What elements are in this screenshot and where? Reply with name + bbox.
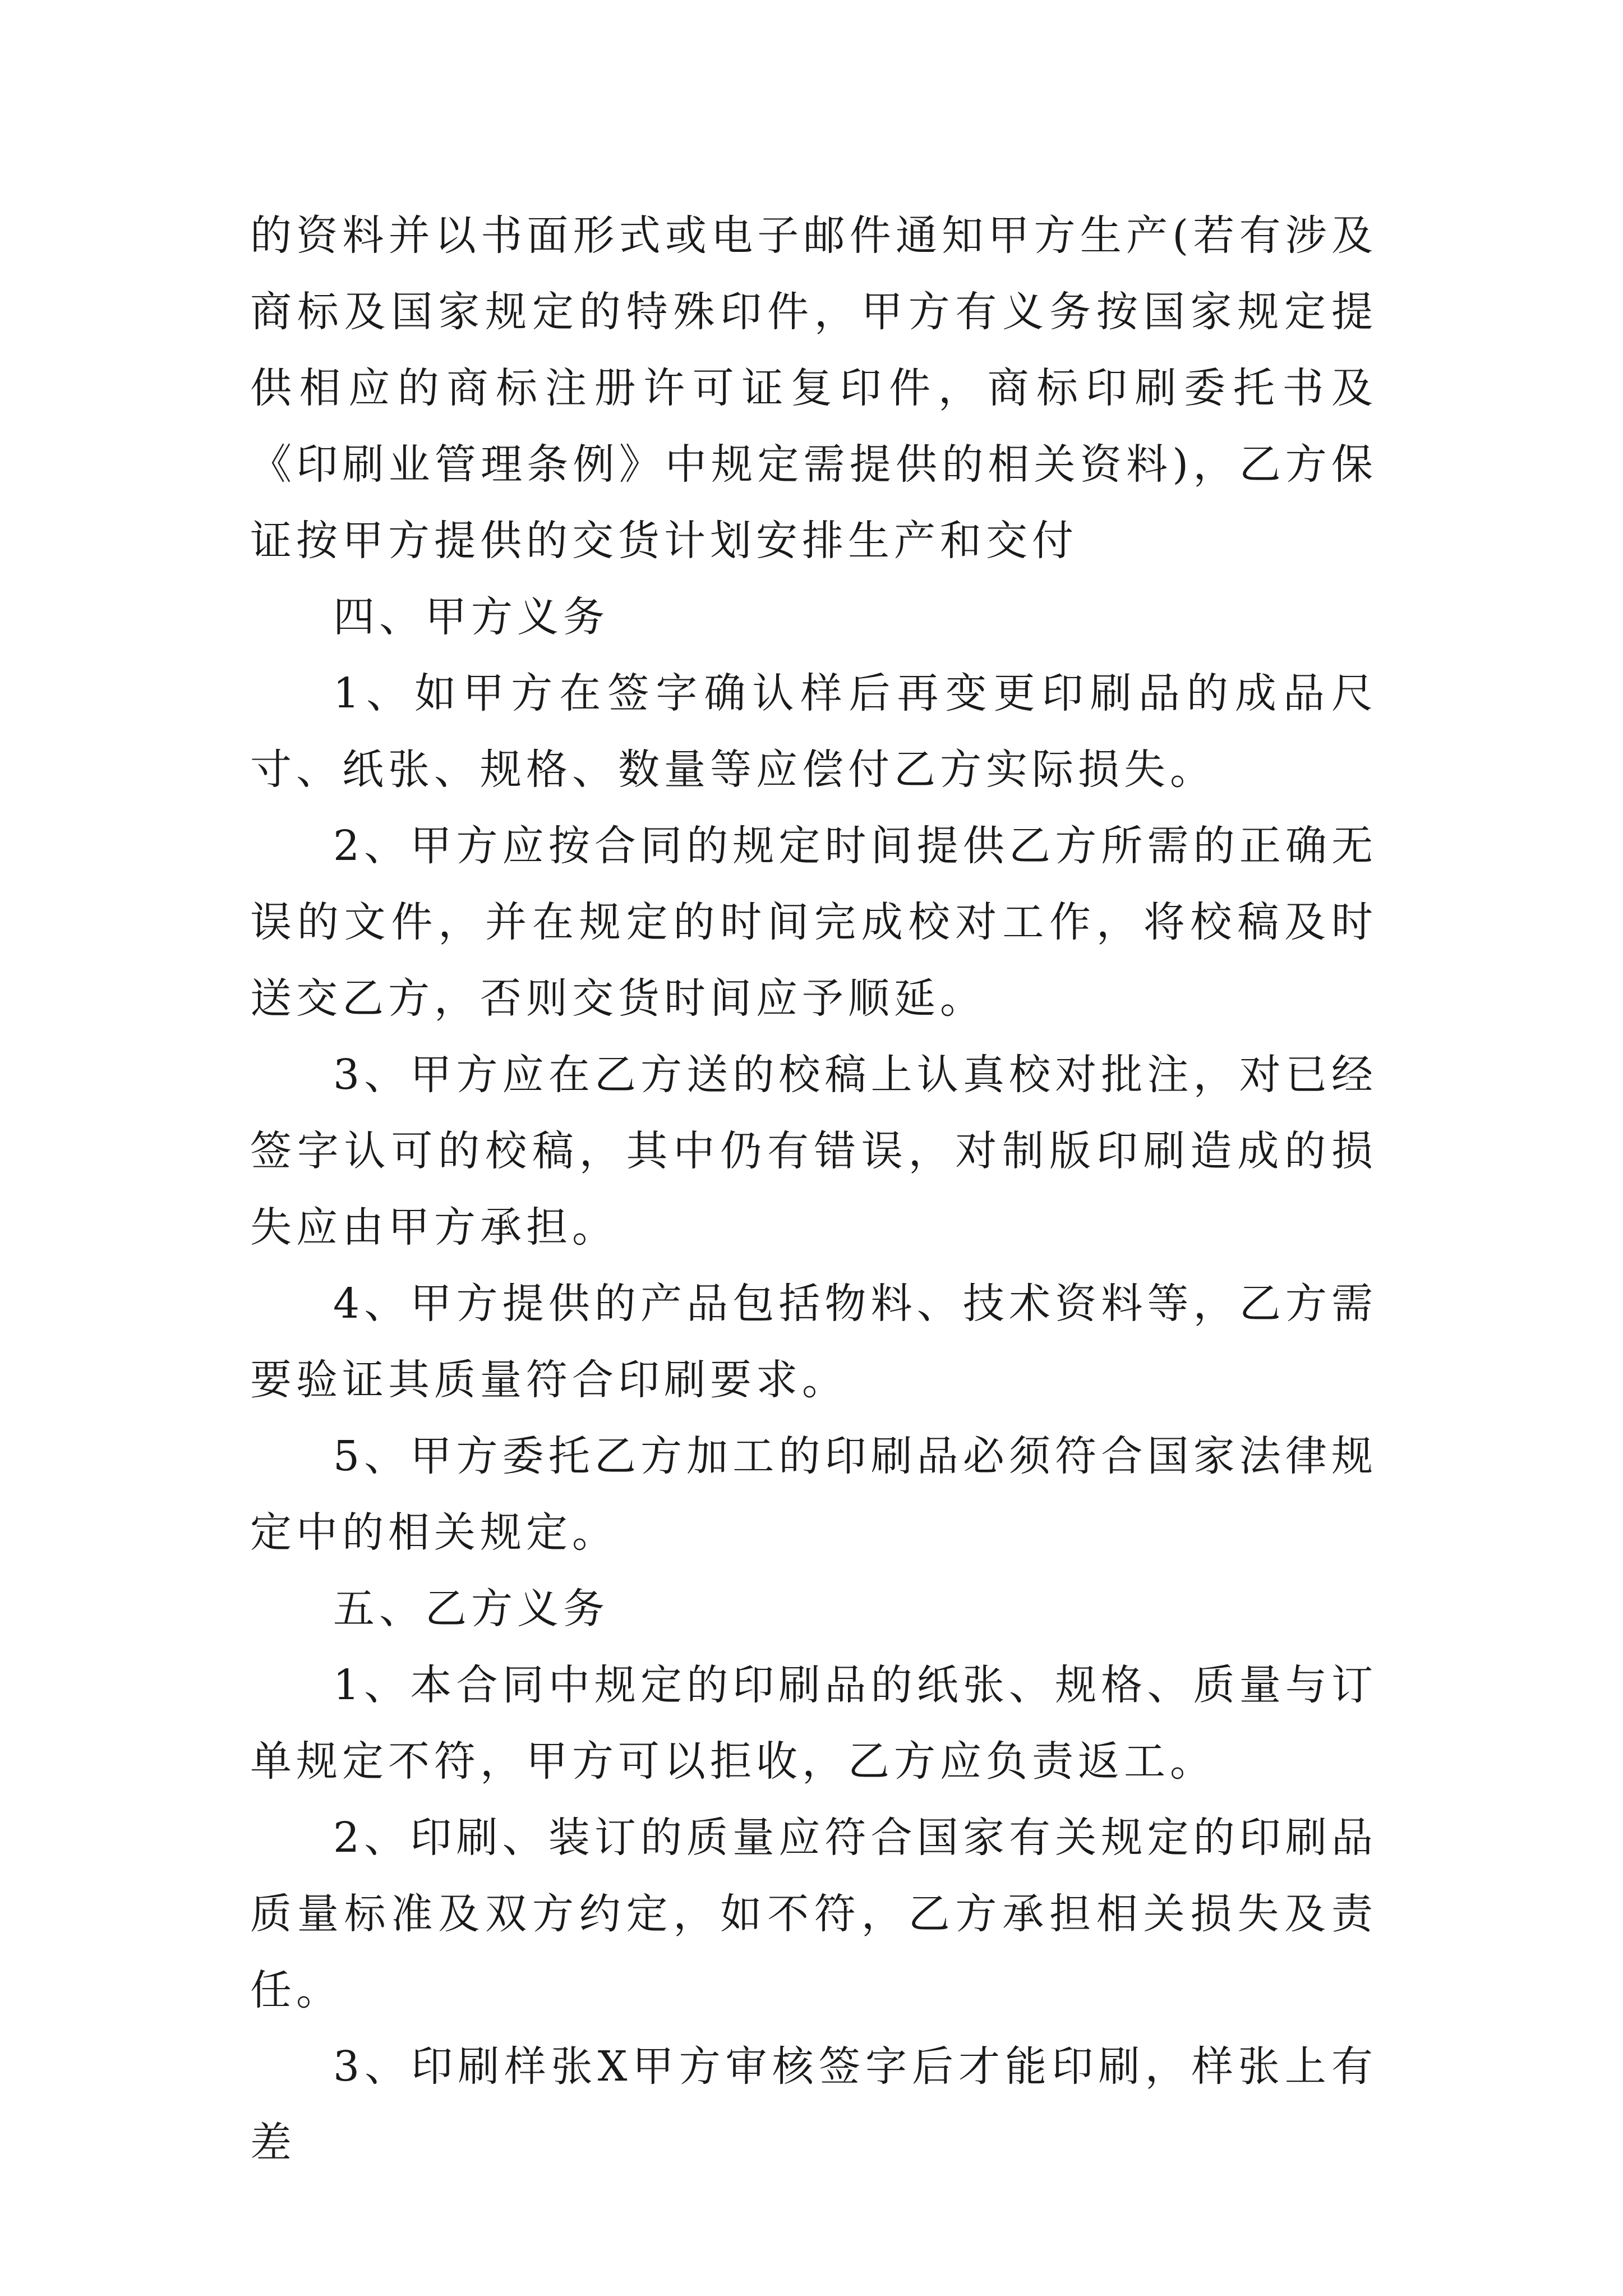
paragraph-continuation: 的资料并以书面形式或电子邮件通知甲方生产(若有涉及商标及国家规定的特殊印件，甲方有义务按国家规定提供相应的商标注册许可证复印件，商标印刷委托书及《印刷业管理条例》中规定需提供的相关资料)，乙方保证按甲方提供的交货计划安排生产和交付 <box>250 211 1377 565</box>
section-heading-party-a-obligations: 四、甲方义务 <box>333 593 609 641</box>
clause-party-a-5: 5、甲方委托乙方加工的印刷品必须符合国家法律规定中的相关规定。 <box>250 1432 1377 1557</box>
clause-party-a-1: 1、如甲方在签字确认样后再变更印刷品的成品尺寸、纸张、规格、数量等应偿付乙方实际损失。 <box>250 669 1377 794</box>
clause-party-b-2: 2、印刷、装订的质量应符合国家有关规定的印刷品质量标准及双方约定，如不符，乙方承担相关损失及责任。 <box>250 1814 1377 2014</box>
section-heading-party-b-obligations: 五、乙方义务 <box>333 1585 609 1633</box>
clause-party-b-1: 1、本合同中规定的印刷品的纸张、规格、质量与订单规定不符，甲方可以拒收，乙方应负责返工。 <box>250 1661 1377 1786</box>
document-body <box>250 197 1377 2181</box>
clause-party-a-3: 3、甲方应在乙方送的校稿上认真校对批注，对已经签字认可的校稿，其中仍有错误，对制版印刷造成的损失应由甲方承担。 <box>250 1051 1377 1251</box>
clause-party-b-3: 3、印刷样张X甲方审核签字后才能印刷，样张上有差 <box>250 2042 1377 2167</box>
clause-party-a-2: 2、甲方应按合同的规定时间提供乙方所需的正确无误的文件，并在规定的时间完成校对工作，将校稿及时送交乙方，否则交货时间应予顺延。 <box>250 822 1377 1023</box>
clause-party-a-4: 4、甲方提供的产品包括物料、技术资料等，乙方需要验证其质量符合印刷要求。 <box>250 1280 1377 1404</box>
